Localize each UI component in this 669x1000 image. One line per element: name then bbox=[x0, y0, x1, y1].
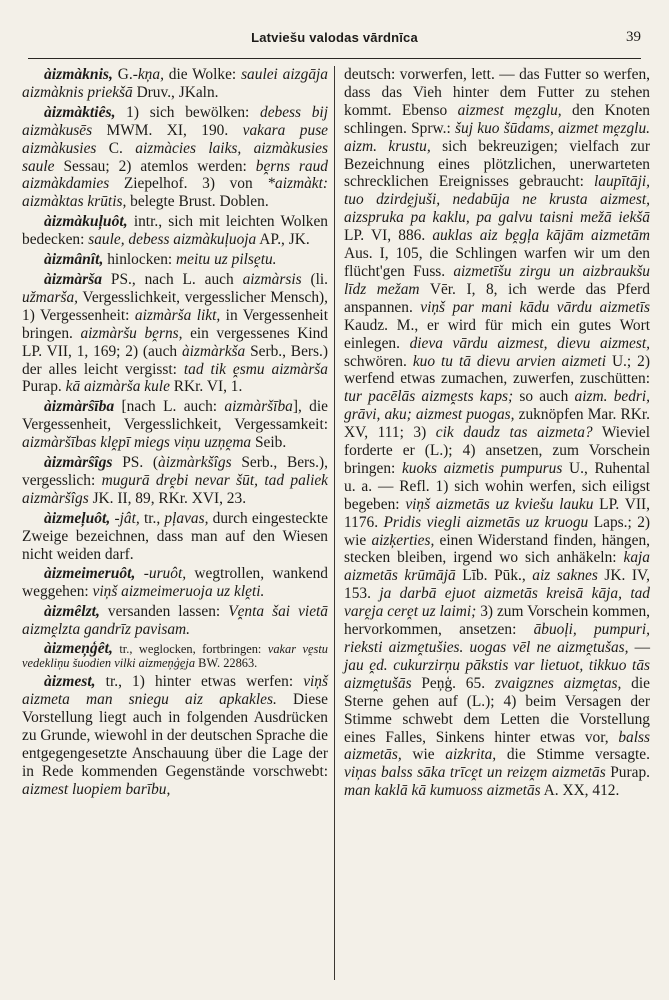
gloss-text: Laps.; 2) wie bbox=[344, 513, 651, 549]
example-text: dieva vārdu aizmest, dievu aizmest, bbox=[409, 334, 650, 352]
gloss-text: AP., JK. bbox=[256, 231, 310, 249]
gloss-text: PS., nach L. auch bbox=[102, 270, 243, 288]
headword: àizmàrŝîgs bbox=[44, 454, 113, 472]
example-text: zvaigznes aizmḙtas, bbox=[494, 674, 622, 692]
gloss-text: JK. IV, 153. bbox=[344, 567, 651, 603]
gloss-text: Druv., JKaln. bbox=[132, 83, 219, 101]
right-column bbox=[344, 66, 650, 802]
gloss-text: in Vergessenheit bringen. bbox=[22, 306, 328, 342]
gloss-text: Sessau; 2) atemlos werden: bbox=[54, 157, 256, 175]
gloss-text: den Knoten schlingen. Sprw.: bbox=[344, 101, 650, 137]
gloss-text: durch eingesteckte Zweige bezeichnen, dass man auf den Wiesen nicht weiden darf. bbox=[22, 509, 328, 563]
gloss-text: MWM. XI, 190. bbox=[92, 121, 243, 139]
gloss-text: Diese Vorstellung liegt auch in folgenden Ausdrücken zu Grunde, wiewohl in der deutschen Sprache die entgegengesetzte Anschauung über die Lage der in Rede kommenden Gegenstände vorschwebt: bbox=[22, 691, 329, 780]
headword: àizmest, bbox=[44, 673, 96, 691]
dictionary-entry bbox=[344, 66, 650, 800]
gloss-text: LP. VI, 886. bbox=[344, 227, 433, 245]
example-text: viņas balss sāka trīcḙt un reizḙm aizmetās bbox=[344, 764, 606, 782]
header-rule bbox=[28, 58, 641, 59]
example-text: saule, debess aizmàkuļuoja bbox=[88, 231, 257, 249]
example-text: cik daudz tas aizmeta? bbox=[435, 424, 593, 442]
gloss-text: U.; 2) werfend etwas zumachen, zuwerfen, zuschütten: bbox=[344, 352, 650, 388]
example-text: pļavas, bbox=[164, 509, 209, 527]
example-text: viņš aizmeta man sniegu aiz apkakles. bbox=[22, 673, 328, 709]
example-text: meitu uz pilsḙtu. bbox=[176, 251, 277, 269]
example-text: auklas aiz bḙgļa kājām aizmetām bbox=[432, 227, 650, 245]
gloss-text: [nach L. auch: bbox=[114, 398, 225, 416]
example-text: viņš aizmetās uz kviešu lauku bbox=[405, 495, 594, 513]
gloss-text: die Sterne gehen auf (L.); 4) beim Versagen der Stimme schwebt dem Letten die Vorstellung eines Falles, Sinkens hinter etwas vor, bbox=[344, 674, 650, 746]
gloss-text: Purap. bbox=[22, 378, 66, 396]
example-text: aizmàcies laiks, aizmàkusies saule bbox=[22, 139, 328, 175]
gloss-text: G.- bbox=[112, 66, 138, 83]
headword: àizmàrša bbox=[44, 270, 103, 288]
gloss-text: 3) zum Vorschein kommen, hervorkommen, ansetzen: bbox=[344, 603, 650, 639]
gloss-text: JK. II, 89, RKr. XVI, 23. bbox=[88, 489, 247, 507]
gloss-text: Kaudz. M., er wird für mich ein gutes Wort einlegen. bbox=[344, 316, 650, 352]
example-text: ja darbā ejuot aizmetās kreisā kāja, tad varḙja cerḙt uz laimi; bbox=[344, 585, 650, 621]
gloss-text: wegtrollen, wankend weggehen: bbox=[22, 565, 328, 601]
gloss-text: 1) sich bewölken: bbox=[115, 103, 260, 121]
gloss-text: Vēr. I, 8, ich werde das Pferd anspannen. bbox=[344, 280, 650, 316]
example-text: aizmàršība bbox=[224, 398, 293, 416]
dictionary-entry bbox=[22, 454, 328, 508]
gloss-text: tr., 1) hinter etwas werfen: bbox=[95, 673, 304, 691]
page-title: Latviešu valodas vārdnīca bbox=[251, 30, 418, 45]
running-head bbox=[0, 30, 669, 50]
gloss-text: Ziepelhof. 3) von bbox=[109, 175, 268, 193]
example-text: užmarša, bbox=[22, 288, 79, 306]
gloss-text: schwören. bbox=[344, 352, 413, 370]
example-text: šuj kuo šūdams, aizmet mḙzglu. aizm. krustu, bbox=[344, 119, 651, 155]
gloss-text: (li. bbox=[301, 270, 328, 288]
example-text: kuoks aizmetis pumpurus bbox=[401, 459, 563, 477]
example-text: man kaklā kā kumuoss aizmetās bbox=[344, 782, 541, 800]
gloss-text: U., Ruhental u. a. — Refl. 1) sich wohin werfen, sich eiligst begeben: bbox=[344, 459, 651, 513]
dictionary-entry bbox=[22, 642, 328, 670]
example-text: tur pacēlās aizmḙsts kaps; bbox=[344, 388, 514, 406]
example-text: àizmàrkšîgs bbox=[158, 454, 232, 472]
example-text: aizmàrša likt, bbox=[134, 306, 221, 324]
example-text: aiz saknes bbox=[532, 567, 598, 585]
example-text: kņa, bbox=[137, 66, 164, 83]
example-text: Pridis viegli aizmetās uz kruogu bbox=[383, 513, 589, 531]
dictionary-entry bbox=[22, 603, 328, 639]
gloss-text: wie bbox=[401, 746, 446, 764]
gloss-text: tr., weglocken, fortbringen: bbox=[112, 642, 268, 657]
example-text: uruôt, bbox=[148, 565, 187, 583]
example-text: aizķerties, bbox=[371, 531, 435, 549]
gloss-text: hinlocken: bbox=[103, 251, 177, 269]
gloss-text: LP. VII, 1176. bbox=[344, 495, 650, 531]
gloss-text: RKr. VI, 1. bbox=[169, 378, 243, 396]
gloss-text: so auch bbox=[513, 388, 575, 406]
example-text: laupītāji, tuo dzirdḙjuši, nedabūja ne krusta aizmest, aizspruka pa kaklu, pa galvu taisni mežā iekšā bbox=[344, 173, 650, 227]
example-text: debess bij aizmàkusēs bbox=[22, 103, 328, 139]
example-text: kaja aizmetās krūmājā bbox=[344, 549, 650, 585]
dictionary-entry bbox=[22, 271, 328, 396]
example-text: ābuoļi, pumpuri, rieksti aizmḙtušies. uogas vēl ne aizmḙtušas, bbox=[344, 621, 650, 656]
dictionary-entry bbox=[22, 104, 328, 211]
example-text: mugurā drḙbi nevar šūt, tad paliek aizmàršîgs bbox=[22, 471, 329, 507]
example-text: viņš par mani kādu vārdu aizmetīs bbox=[420, 298, 650, 316]
example-text: tad tik ḙsmu aizmàrša bbox=[183, 360, 328, 378]
headword: àizmàrŝība bbox=[44, 398, 115, 416]
dictionary-entry bbox=[22, 398, 328, 452]
example-text: aizm. bedri, grāvi, aku; aizmest puogas, bbox=[344, 388, 651, 424]
headword: àizmêlzt, bbox=[44, 603, 100, 621]
example-text: vakara puse aizmàkusies bbox=[22, 121, 329, 157]
example-text: *aizmàkt: aizmàktas krūtis, bbox=[22, 175, 328, 211]
gloss-text: ein vergessenes Kind LP. VII, 1, 169; 2) (auch bbox=[22, 324, 328, 360]
gloss-text: Serb., Bers.) der alles leicht vergisst: bbox=[22, 342, 328, 378]
gloss-text: Peņģ. 65. bbox=[411, 674, 495, 692]
gloss-text: tr., bbox=[139, 509, 165, 527]
example-text: kā aizmàrša kule bbox=[65, 378, 170, 396]
dictionary-entry bbox=[22, 565, 328, 601]
example-text: aizmàršu bḙrns, bbox=[80, 324, 183, 342]
dictionary-entry bbox=[22, 213, 328, 249]
headword: àizmeļuôt, bbox=[44, 509, 111, 527]
gloss-text: BW. 22863. bbox=[195, 655, 258, 670]
headword: àizmânît, bbox=[44, 251, 104, 269]
example-text: aizmest mḙzglu, bbox=[457, 101, 562, 119]
gloss-text: C. bbox=[96, 139, 136, 157]
dictionary-entry bbox=[22, 673, 328, 798]
headword: àizmàktiês, bbox=[44, 103, 116, 121]
column-divider bbox=[334, 66, 335, 980]
example-text: jau ḙd. cukurzirņu pākstis var lietuot, tikkuo tās aizmḙtušās bbox=[344, 656, 650, 692]
gloss-text: ], die Vergessenheit, Vergesslichkeit, Vergessamkeit: bbox=[22, 398, 328, 434]
gloss-text: - bbox=[135, 565, 149, 583]
gloss-text: Aus. I, 105, die Schlingen warfen wir um den flücht'gen Fuss. bbox=[344, 245, 650, 280]
example-text: àizmàrkša bbox=[181, 342, 246, 360]
example-text: kuo tu tā dievu arvien aizmeti bbox=[412, 352, 606, 370]
example-text: aizmàršības klḙpī miegs viņu uzņḙma bbox=[22, 434, 252, 452]
left-column bbox=[22, 66, 328, 801]
example-text: aizmetīšu zirgu un aizbraukšu līdz mežam bbox=[344, 262, 651, 298]
example-text: viņš aizmeimeruoja uz klḙti. bbox=[92, 583, 265, 601]
example-text: Vḙnta šai vietā aizmḙlzta gandrīz pavisam. bbox=[22, 603, 328, 639]
gloss-text: die Wolke: bbox=[163, 66, 242, 83]
gloss-text: zuknöpfen Mar. RKr. XV, 111; 3) bbox=[344, 406, 650, 442]
gloss-text: belegte Brust. Doblen. bbox=[126, 193, 269, 211]
gloss-text: Wieviel forderte er (L.); 4) ansetzen, zum Vorschein bringen: bbox=[344, 424, 650, 477]
headword: àizmàknis, bbox=[44, 66, 113, 83]
gloss-text: die Stimme versagte. bbox=[496, 746, 650, 764]
headword: àizmàkuļuôt, bbox=[44, 213, 128, 231]
gloss-text: Vergesslichkeit, vergesslicher Mensch), 1) Vergessenheit: bbox=[22, 288, 328, 324]
example-text: aizkrita, bbox=[445, 746, 497, 764]
gloss-text: Seib. bbox=[251, 434, 287, 452]
gloss-text: A. XX, 412. bbox=[540, 782, 620, 800]
gloss-text: versanden lassen: bbox=[99, 603, 229, 621]
gloss-text: intr., sich mit leichten Wolken bedecken: bbox=[22, 213, 328, 249]
dictionary-entry bbox=[22, 66, 328, 102]
page-number: 39 bbox=[626, 29, 641, 45]
example-text: saulei aizgāja aizmàknis priekšā bbox=[22, 66, 328, 101]
example-text: bḙrns raud aizmàkdamies bbox=[22, 157, 329, 193]
example-text: jât, bbox=[119, 509, 140, 527]
example-text: balss aizmetās, bbox=[344, 728, 650, 764]
gloss-text: einen Widerstand finden, hängen, stecken bleiben, irgend wo sich anhäkeln: bbox=[344, 531, 650, 567]
gloss-text: Serb., Bers.), vergesslich: bbox=[22, 454, 328, 489]
gloss-text: Līb. Pūk., bbox=[455, 567, 533, 585]
gloss-text: deutsch: vorwerfen, lett. — das Futter so werfen, dass das Vieh hinter dem Futter zu stehen kommt. Ebenso bbox=[344, 66, 650, 119]
example-text: aizmest luopiem barību, bbox=[22, 780, 171, 798]
example-text: vakar vḙstu vedekliņu šuodien vilki aizmeņģḙja bbox=[22, 642, 328, 670]
gloss-text: sich bekreuzigen; vielfach zur Bezeichnung eines plötzlichen, unerwarteten schrecklichen Ereignisses gebraucht: bbox=[344, 137, 650, 191]
headword: àizmeņģêt, bbox=[44, 640, 113, 658]
headword: àizmeimeruôt, bbox=[44, 565, 136, 583]
gloss-text: - bbox=[110, 509, 120, 527]
gloss-text: PS. ( bbox=[112, 454, 159, 472]
gloss-text: — bbox=[628, 639, 650, 656]
dictionary-entry bbox=[22, 510, 328, 564]
example-text: aizmàrsis bbox=[242, 270, 302, 288]
dictionary-entry bbox=[22, 251, 328, 269]
gloss-text: Purap. bbox=[605, 764, 650, 782]
